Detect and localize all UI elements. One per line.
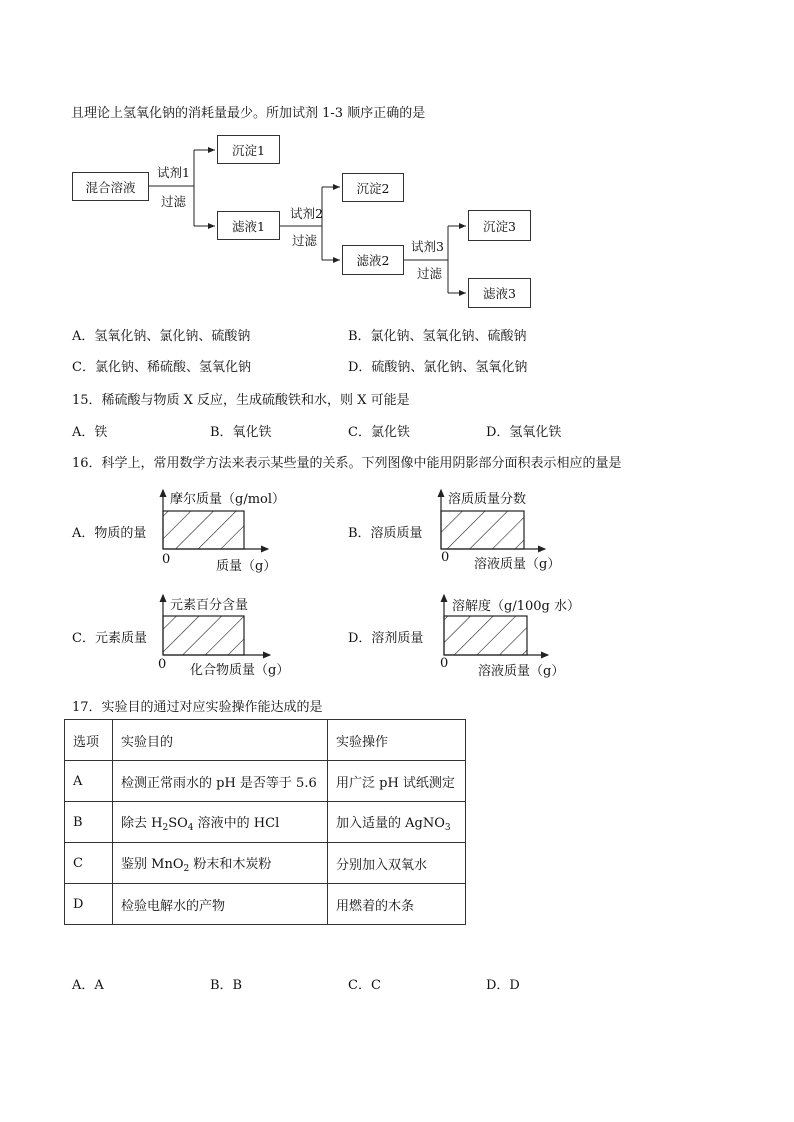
q17-option-c: C．C <box>348 978 381 993</box>
table-row <box>65 761 466 802</box>
graph-a-x-axis-label: 质量（g） <box>216 559 277 574</box>
table-row <box>65 802 466 843</box>
q16-option-c-label: C．元素质量 <box>72 631 147 646</box>
row-c-option: C <box>65 843 113 884</box>
q16-stem: 16．科学上，常用数学方法来表示某些量的关系。下列图像中能用阴影部分面积表示相应的量是 <box>72 456 622 471</box>
row-a-option: A <box>65 761 113 802</box>
row-b-operation <box>328 802 466 843</box>
graph-d-x-axis-label: 溶液质量（g） <box>478 664 565 679</box>
graph-a-y-axis-label: 摩尔质量（g/mol） <box>170 492 286 507</box>
row-b-goal <box>113 802 328 843</box>
q17-option-a: A．A <box>72 978 104 993</box>
experiment-table <box>64 719 466 925</box>
header-option: 选项 <box>65 720 113 761</box>
graph-c-origin: 0 <box>158 657 167 672</box>
precipitate3-box: 沉淀3 <box>468 210 531 241</box>
reagent3-label: 试剂3 <box>411 239 444 254</box>
header-operation: 实验操作 <box>328 720 466 761</box>
q17-option-d: D．D <box>486 978 520 993</box>
q15-option-b: B．氧化铁 <box>210 425 272 440</box>
graph-b-y-axis-label: 溶质质量分数 <box>448 492 527 507</box>
filter2-label: 过滤 <box>292 233 318 248</box>
q14-option-b: B．氯化钠、氢氧化钠、硫酸钠 <box>348 329 527 344</box>
graph-c-y-axis-label: 元素百分含量 <box>170 598 249 613</box>
row-a-operation: 用广泛 pH 试纸测定 <box>328 761 466 802</box>
filtrate2-box: 滤液2 <box>342 245 404 275</box>
row-b-goal-part: 溶液中的 HCl <box>193 815 280 831</box>
row-d-option: D <box>65 884 113 925</box>
graph-c-x-axis-label: 化合物质量（g） <box>190 663 290 678</box>
q15-stem: 15．稀硫酸与物质 X 反应，生成硫酸铁和水，则 X 可能是 <box>72 393 410 408</box>
filter1-label: 过滤 <box>161 194 187 209</box>
precipitate2-box: 沉淀2 <box>342 173 404 202</box>
q15-option-a: A．铁 <box>72 425 108 440</box>
row-c-goal-subscript: 2 <box>183 863 190 874</box>
row-b-option: B <box>65 802 113 843</box>
filtrate1-box: 滤液1 <box>217 211 280 240</box>
table-row <box>65 884 466 925</box>
q15-option-d: D．氢氧化铁 <box>486 425 562 440</box>
q17-stem: 17．实验目的通过对应实验操作能达成的是 <box>72 700 323 715</box>
filtrate3-box: 滤液3 <box>468 278 531 308</box>
graph-a-origin: 0 <box>162 552 171 567</box>
q16-option-a-label: A．物质的量 <box>72 526 147 541</box>
row-c-goal <box>113 843 328 884</box>
q14-option-a: A．氢氧化钠、氯化钠、硫酸钠 <box>72 329 251 344</box>
header-goal: 实验目的 <box>113 720 328 761</box>
row-b-goal-part: 除去 H <box>121 815 163 831</box>
graph-b-origin: 0 <box>441 550 450 565</box>
row-b-op-subscript: 3 <box>444 822 451 833</box>
graph-b-x-axis-label: 溶液质量（g） <box>474 557 561 572</box>
row-c-operation: 分别加入双氧水 <box>328 843 466 884</box>
filter3-label: 过滤 <box>417 266 443 281</box>
precipitate1-box: 沉淀1 <box>217 135 280 164</box>
q17-option-b: B．B <box>210 978 243 993</box>
intro-text: 且理论上氢氧化钠的消耗量最少。所加试剂 1-3 顺序正确的是 <box>71 106 426 121</box>
row-d-goal: 检验电解水的产物 <box>113 884 328 925</box>
row-b-op-part: 加入适量的 AgNO <box>336 815 445 831</box>
row-a-goal: 检测正常雨水的 pH 是否等于 5.6 <box>113 761 328 802</box>
mixture-box: 混合溶液 <box>72 172 149 201</box>
q14-option-d: D．硫酸钠、氯化钠、氢氧化钠 <box>348 360 528 375</box>
q15-option-c: C．氯化铁 <box>348 425 410 440</box>
reagent1-label: 试剂1 <box>157 165 190 180</box>
row-b-goal-subscript: 2 <box>162 822 169 833</box>
table-row <box>65 843 466 884</box>
q16-option-d-label: D．溶剂质量 <box>348 631 424 646</box>
row-d-operation: 用燃着的木条 <box>328 884 466 925</box>
row-c-goal-part: 鉴别 MnO <box>121 856 184 872</box>
table-row <box>65 720 466 761</box>
row-b-goal-part: SO <box>168 815 188 831</box>
row-b-goal-subscript: 4 <box>187 822 194 833</box>
q16-option-b-label: B．溶质质量 <box>348 526 423 541</box>
graph-d-y-axis-label: 溶解度（g/100g 水） <box>452 599 580 614</box>
reagent2-label: 试剂2 <box>290 206 323 221</box>
row-c-goal-part: 粉末和木炭粉 <box>189 856 272 872</box>
q14-option-c: C．氯化钠、稀硫酸、氢氧化钠 <box>72 360 251 375</box>
graph-d-origin: 0 <box>440 656 449 671</box>
